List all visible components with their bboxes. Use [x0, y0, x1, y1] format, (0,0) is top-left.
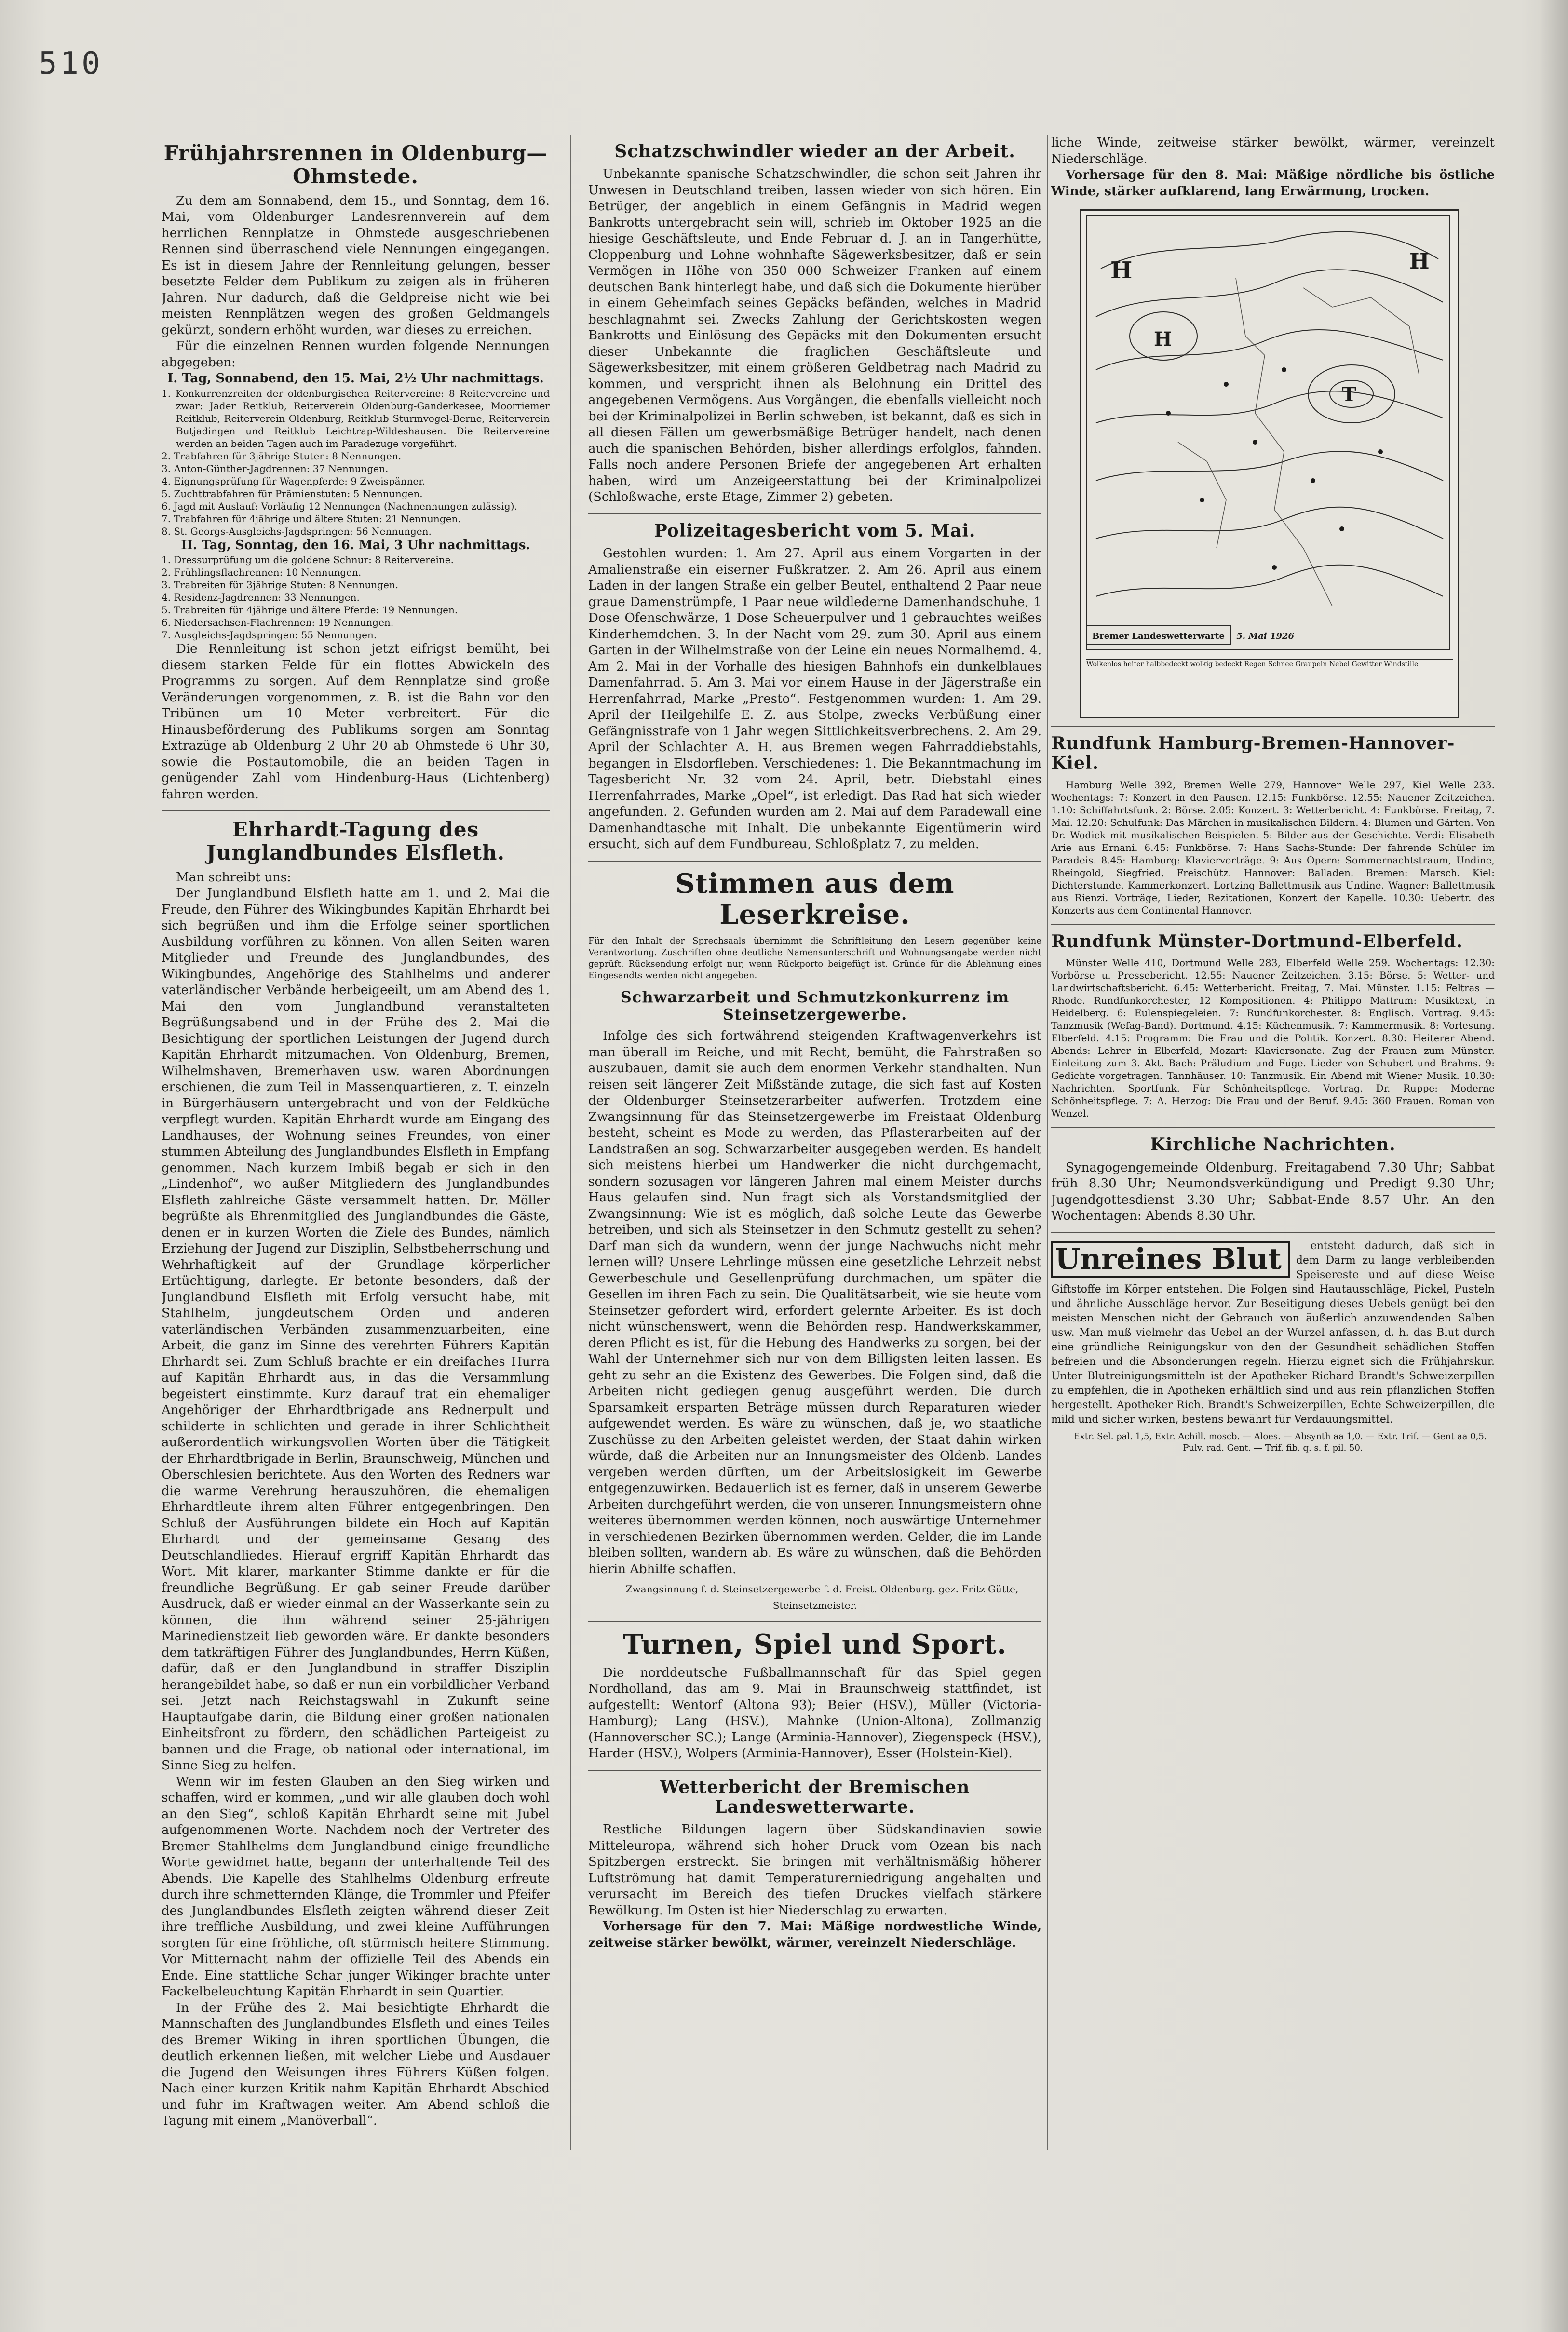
column-2 — [588, 135, 1041, 2150]
article-paragraph: Der Junglandbund Elsfleth hatte am 1. und 2. Mai die Freude, den Führer des Wikingbundes Kapitän Ehrhardt bei sich begrüßen und ihm die Erfolge seiner sportlichen Ausbildung vorführen zu können. Von allen Seiten waren Mitglieder und Freunde des Junglandbundes, des Wikingbundes, Angehörige des Stahlhelms und anderer vaterländischer Verbände herbeigeeilt, um am Abend des 1. Mai den vom Junglandbund veranstalteten Begrüßungsabend und in der Frühe des 2. Mai die Besichtigung der sportlichen Leistungen der Jugend durch Kapitän Ehrhardt mitzumachen. Von Oldenburg, Bremen, Wilhelmshaven, Bremerhaven usw. waren Abordnungen erschienen, die zum Teil in Massenquartieren, z. T. einzeln in Bürgerhäusern untergebracht und von der Feldküche verpflegt wurden. Kapitän Ehrhardt wurde am Eingang des Landhauses, der Wohnung seines Freundes, von einer stummen Abteilung des Junglandbundes Elsfleth in Empfang genommen. Nach kurzem Imbiß begab er sich in den „Lindenhof“, wo außer Mitgliedern des Junglandbundes Elsfleth zahlreiche Gäste versammelt hatten. Dr. Möller begrüßte als Ehrenmitglied des Junglandbundes die Gäste, denen er in kurzen Worten die Ziele des Bundes, nämlich Erziehung der Jugend zur Disziplin, Selbstbeherrschung und Wehrhaftigkeit auf der Grundlage körperlicher Ertüchtigung, darlegte. Er betonte besonders, daß der Junglandbund Elsfleth mit Erfolg versucht habe, mit Stahlhelm, jungdeutschem Orden und anderen vaterländischen Verbänden zusammenzuarbeiten, eine Arbeit, die ganz im Sinne des verehrten Führers Kapitän Ehrhardt sei. Zum Schluß brachte er ein dreifaches Hurra auf Kapitän Ehrhardt aus, in das die Versammlung begeistert einstimmte. Kurz darauf trat ein ehemaliger Angehöriger der Ehrhardtbrigade ans Rednerpult und schilderte in schlichten und gerade in ihrer Schlichtheit außerordentlich wirkungsvollen Worten über die Tätigkeit der Ehrhardtbrigade in Berlin, Braunschweig, München und Oberschlesien berichtete. Aus den Worten des Redners war die warme Verehrung herauszuhören, die ehemaligen Ehrhardtleute ihrem alten Führer entgegenbringen. Den Schluß der Ausführungen bildete ein Hoch auf Kapitän Ehrhardt und der gemeinsame Gesang des Deutschlandliedes. Hierauf ergriff Kapitän Ehrhardt das Wort. Mit klarer, markanter Stimme dankte er für die freundliche Begrüßung. Er gab seiner Freude darüber Ausdruck, daß er wieder einmal an der Wasserkante sein zu können, die ihm während seiner 25-jährigen Marinedienstzeit lieb geworden wäre. Er dankte besonders dem tatkräftigen Führer des Junglandbundes, Herrn Küßen, dafür, daß er den Junglandbund in straffer Disziplin herangebildet habe, so daß er nun ein vorbildlicher Verband sei. Jetzt nach Reichstagswahl in Zukunft seine Hauptaufgabe darin, die Bildung einer großen nationalen Einheitsfront zu fördern, den schädlichen Parteigeist zu bannen und die Frage, ob national oder international, im Sinne Sieg zu helfen. — [162, 886, 550, 1773]
page-edge-shadow — [1539, 0, 1568, 2332]
article-paragraph: Infolge des sich fortwährend steigenden Kraftwagenverkehrs ist man überall im Reiche, und mit Recht, bemüht, die Fahrstraßen so auszubauen, damit sie auch dem enormen Verkehr standhalten. Nun reisen seit längerer Zeit Mißstände zutage, die sich fast auf Kosten der Oldenburger Steinsetzerarbeiter aufwerfen. Trotzdem eine Zwangsinnung für das Steinsetzergewerbe im Freistaat Oldenburg besteht, scheint es Mode zu werden, das Pflasterarbeiten auf der Landstraßen an sog. Schwarzarbeiter ausgegeben werden. Es handelt sich meistens hierbei um Handwerker die nicht durchgemacht, sondern sozusagen vor längeren Jahren mal einem Meister durchs Haus gelaufen sind. Nun fragt sich als Vorstandsmitglied der Zwangsinnung: Wie ist es möglich, daß solche Leute das Gewerbe betreiben, und sich als Steinsetzer in den Schmutz gestellt zu sehen? Darf man sich da wundern, wenn der junge Nachwuchs nicht mehr lernen will? Unsere Lehrlinge müssen eine gesetzliche Lehrzeit nebst Gewerbeschule und Gesellenprüfung durchmachen, um später die Gesellen im ihren Fach zu sein. Die Qualitätsarbeit, wie sie heute vom Steinsetzer gefordert wird, erfordert gelernte Arbeiter. Es ist doch nicht wünschenswert, wenn die Behörden resp. Handwerkskammer, deren Pflicht es ist, für die Hebung des Handwerks zu sorgen, bei der Wahl der Unternehmer sich nur von dem Billigsten leiten lassen. Es geht zu sehr an die Existenz des Gewerbes. Die Folgen sind, daß die Arbeiten nicht gediegen genug ausgeführt werden. Die durch Sparsamkeit ersparten Beträge müssen durch Reparaturen wieder aufgewendet werden. Es wäre zu wünschen, daß je, wo staatliche Zuschüsse zu den Arbeiten geleistet werden, der Staat dahin wirken würde, daß die Arbeiten nur an Innungsmeister des Oldenb. Landes vergeben werden dürften, um der Arbeitslosigkeit im Gewerbe entgegenzuwirken. Bedauerlich ist es ferner, daß in unserem Gewerbe Arbeiten durchgeführt werden, die von unseren Innungsmeistern ohne weiteres übernommen werden können, noch auswärtige Unternehmer in verschiedenen Bezirken übernommen werden. Gelder, die im Lande bleiben sollten, wandern ab. Es wäre zu wünschen, daß die Behörden hierin Abhilfe schaffen. — [588, 1029, 1041, 1577]
map-date: 5. Mai 1926 — [1236, 631, 1295, 641]
church-notice: Synagogengemeinde Oldenburg. Freitagabend 7.30 Uhr; Sabbat früh 8.30 Uhr; Neumondsverkündigung und Predigt 9.30 Uhr; Jugendgottesdienst 3.30 Uhr; Sabbat-Ende 8.57 Uhr. An den Wochentagen: Abends 8.30 Uhr. — [1051, 1160, 1495, 1224]
article-paragraph: Unbekannte spanische Schatzschwindler, die schon seit Jahren ihr Unwesen in Deutschland treiben, lassen wieder von sich hören. Ein Betrüger, der angeblich in einem Gefängnis in Madrid wegen Bankrotts untergebracht sein will, schrieb im Oktober 1925 an die hiesige Geschäftsleute, und Ende Februar d. J. an in Tangerhütte, Cloppenburg und Lohne wohnhafte Sägewerksbesitzer, daß er sein Vermögen in Höhe von 350 000 Schweizer Franken auf einem deutschen Bank hinterlegt habe, und daß sich die Dokumente hierüber in einem Geheimfach seines Gepäcks befänden, welches in Madrid beschlagnahmt sei. Zwecks Zahlung der Gerichtskosten wegen Bankrotts und Einlösung des Gepäcks mit den Dokumenten ersucht dieser Unbekannte die fraglichen Geschäftsleute und Sägewerksbesitzer, mit einem größeren Geldbetrag nach Madrid zu kommen, und verspricht ihnen als Belohnung ein Drittel des angegebenen Vermögens. Aus Vorgängen, die ebenfalls vielleicht noch bei der Kriminalpolizei in Berlin schweben, ist bekannt, daß es sich in all diesen Fällen um gewerbsmäßige Betrüger handelt, nach denen auch die spanischen Behörden, bisher allerdings erfolglos, fahnden. Falls noch andere Personen Briefe der angegebenen Art erhalten haben, wird um Anzeigeerstattung bei der Kriminalpolizei (Schloßwache, erste Etage, Zimmer 2) gebeten. — [588, 167, 1041, 505]
column-1 — [162, 135, 550, 2150]
day-heading: I. Tag, Sonnabend, den 15. Mai, 2½ Uhr nachmittags. — [167, 371, 544, 386]
column-rule — [1047, 135, 1048, 2150]
ad-ingredients: Extr. Sel. pal. 1,5, Extr. Achill. moscb. — Aloes. — Absynth aa 1,0. — Extr. Trif. — Gent aa 0,5. Pulv. rad. Gent. — Trif. fib. q. s. f. pil. 50. — [1073, 1431, 1487, 1453]
article-paragraph: Gestohlen wurden: 1. Am 27. April aus einem Vorgarten in der Amalienstraße ein eiserner Fußkratzer. 2. Am 26. April aus einem Laden in der langen Straße ein gelber Beutel, enthaltend 2 Paar neue graue Damenstrümpfe, 1 Paar neue wildlederne Damenhandschuhe, 1 Dose Ofenschwärze, 1 Dose Scheuerpulver und 1 gebrauchtes weißes Kinderhemdchen. 3. In der Nacht vom 29. zum 30. April aus einem Garten in der Wilhelmstraße von der Leine ein neues Normalhemd. 4. Am 2. Mai in der Vorhalle des hiesigen Bahnhofs ein dunkelblaues Damenfahrrad. 5. Am 3. Mai vor einem Hause in der Jägerstraße ein Herrenfahrrad, Marke „Presto“. Festgenommen wurden: 1. Am 29. April der Heilgehilfe E. Z. aus Stolpe, zwecks Verbüßung einer Gefängnisstrafe von 1 Jahr wegen Sittlichkeitsverbrechens. 2. Am 29. April der Schlachter A. H. aus Bremen wegen Fahrraddiebstahls, begangen in Elsdorfleben. Verschiedenes: 1. Die Bekanntmachung im Tagesbericht Nr. 32 vom 24. April, betr. Diebstahl eines Herrenfahrrades, Marke „Opel“, ist erledigt. Das Rad hat sich wieder angefunden. 2. Gefunden wurden am 2. Mai auf dem Paradewall eine Damenhandtasche mit Inhalt. Die unbekannte Eigentümerin wird ersucht, sich auf dem Fundbureau, Schloßplatz 7, zu melden. — [588, 546, 1041, 852]
article-separator — [1051, 726, 1495, 727]
headline-kirchliche-nachrichten: Kirchliche Nachrichten. — [1150, 1134, 1396, 1155]
race-item: 7. Ausgleichs-Jagdspringen: 55 Nennungen. — [162, 629, 377, 641]
day-heading: II. Tag, Sonntag, den 16. Mai, 3 Uhr nachmittags. — [181, 538, 530, 553]
weather-continuation: liche Winde, zeitweise stärker bewölkt, wärmer, vereinzelt Niederschläge. — [1051, 135, 1495, 166]
article-separator — [588, 861, 1041, 862]
weather-map — [1080, 209, 1459, 718]
article-paragraph: Wenn wir im festen Glauben an den Sieg wirken und schaffen, wird er kommen, „und wir alle glauben doch wohl an den Sieg“, schloß Kapitän Ehrhardt seine mit Jubel aufgenommenen Worte. Nachdem noch der Vertreter des Bremer Stahlhelms dem Junglandbund einige freundliche Worte gewidmet hatte, begann der unterhaltende Teil des Abends. Die Kapelle des Stahlhelms Oldenburg erfreute durch ihre schmetternden Klänge, die Trommler und Pfeifer des Junglandbundes Elsfleth zeigten während dieser Zeit ihre treffliche Ausbildung, und zwei kleine Aufführungen sorgten für eine fröhliche, oft stürmisch heitere Stimmung. Vor Mitternacht nahm der offizielle Teil des Abends ein Ende. Eine stattliche Schar junger Wikinger brachte unter Fackelbeleuchtung Kapitän Ehrhardt in sein Quartier. — [162, 1774, 550, 1999]
race-item: 3. Trabreiten für 3jährige Stuten: 8 Nennungen. — [162, 579, 399, 591]
race-item: 4. Eignungsprüfung für Wagenpferde: 9 Zweispänner. — [162, 475, 425, 487]
race-item: 6. Niedersachsen-Flachrennen: 19 Nennungen. — [162, 617, 394, 629]
subheadline-schwarzarbeit: Schwarzarbeit und Schmutzkonkurrenz im Steinsetzergewerbe. — [620, 987, 1010, 1024]
race-item: 2. Trabfahren für 3jährige Stuten: 8 Nennungen. — [162, 450, 402, 462]
forecast: Vorhersage für den 7. Mai: Mäßige nordwestliche Winde, zeitweise stärker bewölkt, wärmer, vereinzelt Niederschläge. — [588, 1919, 1041, 1950]
map-legend — [1086, 659, 1453, 713]
race-item: 3. Anton-Günther-Jagdrennen: 37 Nennungen. — [162, 462, 389, 474]
article-paragraph: In der Frühe des 2. Mai besichtigte Ehrhardt die Mannschaften des Junglandbundes Elsfleth und eines Teiles des Bremer Wiking in ihren sportlichen Übungen, die deutlich erkennen ließen, mit welcher Liebe und Ausdauer die Jugend den Weisungen ihres Führers Küßen folgen. Nach einer kurzen Kritik nahm Kapitän Ehrhardt Abschied und fuhr im Kraftwagen weiter. Am Abend schloß die Tagung mit einem „Manöverball“. — [162, 2000, 550, 2129]
race-item: 1. Dressurprüfung um die goldene Schnur: 8 Reitervereine. — [162, 554, 454, 566]
svg-text:T: T — [1342, 383, 1356, 406]
race-item: 2. Frühlingsflachrennen: 10 Nennungen. — [162, 566, 362, 579]
article-paragraph: Die norddeutsche Fußballmannschaft für das Spiel gegen Nordholland, das am 9. Mai in Braunschweig stattfindet, ist aufgestellt: Wentorf (Altona 93); Beier (HSV.), Müller (Victoria-Hamburg); Lang (HSV.), Mahnke (Union-Altona), Zollmanzig (Hannoverscher SC.); Lange (Arminia-Hannover), Ziegenspeck (HSV.), Harder (HSV.), Wolpers (Arminia-Hannover), Esser (Holstein-Kiel). — [588, 1665, 1041, 1761]
headline-rundfunk-hamburg: Rundfunk Hamburg-Bremen-Hannover-Kiel. — [1051, 733, 1455, 774]
isobar-map-icon — [1081, 211, 1455, 654]
ad-text: entsteht dadurch, daß sich in dem Darm zu lange verbleibenden Speisereste und auf diese Weise Giftstoffe im Körper entstehen. Die Folgen sind Hautausschläge, Pickel, Pusteln und ähnliche Ausschläge hervor. Zur Beseitigung dieses Uebels genügt bei den meisten Menschen nicht der Gebrauch von äußerlich anzuwendenden Salben usw. Man muß vielmehr das Uebel an der Wurzel anfassen, d. h. das Blut durch eine gründliche Reinigungskur von den der Gesundheit schädlichen Stoffen befreien und die Absonderungen regeln. Hierzu eignet sich die Frühjahrskur. Unter Blutreinigungsmitteln ist der Apotheker Richard Brandt's Schweizerpillen zu empfehlen, die in Apotheken erhältlich sind und aus rein pflanzlichen Stoffen hergestellt. Apotheker Rich. Brandt's Schweizerpillen, Echte Schweizerpillen, die mild und sicher wirken, bestens bewährt für Verdauungsmittel. — [1051, 1240, 1495, 1426]
headline-polizeitagesbericht: Polizeitagesbericht vom 5. Mai. — [654, 520, 976, 541]
article-separator — [162, 810, 550, 811]
headline-ehrhardt-tagung: Ehrhardt-Tagung des Junglandbundes Elsfleth. — [206, 818, 505, 865]
radio-programme: Hamburg Welle 392, Bremen Welle 279, Hannover Welle 297, Kiel Welle 233. Wochentags: 7: Konzert in den Pausen. 12.15: Funkbörse. 12.55: Nauener Zeitzeichen. 1.10: Schiffahrtsfunk. 2: Börse. 2.05: Konzert. 3: Wetterbericht. 4: Funkbörse. Freitag, 7. Mai. 12.20: Schulfunk: Das Märchen in musikalischen Bildern. 4: Blumen und Gärten. Von Dr. Wodick mit musikalischen Beispielen. 5: Bilder aus der Geschichte. Verdi: Elisabeth Arie aus Ernani. 6.45: Funkbörse. 7: Hans Sachs-Stunde: Der fahrende Schüler im Paradeis. 8.45: Hamburg: Klaviervorträge. 9: Aus Opern: Sommernachtstraum, Undine, Rheingold, Siegfried, Freischütz. Hannover: Balladen. Bremen: Marsch. Kiel: Dichterstunde. Kammerkonzert. Lortzing Ballettmusik aus Undine. Wagner: Ballettmusik aus Rienzi. Vorträge, Lieder, Rezitationen, Konzert der Kapelle. 10.30: Uebertr. des Konzerts aus dem Continental Hannover. — [1051, 779, 1495, 916]
ad-title: Unreines Blut — [1051, 1241, 1290, 1278]
editorial-note: Für den Inhalt der Sprechsaals übernimmt die Schriftleitung den Lesern gegenüber keine Verantwortung. Zuschriften ohne deutliche Namensunterschrift und Wohnungsangabe werden nicht geprüft. Rücksendung erfolgt nur, wenn Rückporto beigefügt ist. Gründe für die Ablehnung eines Eingesandts werden nicht angegeben. — [588, 935, 1041, 981]
article-paragraph: Für die einzelnen Rennen wurden folgende Nennungen abgegeben: — [162, 339, 550, 370]
headline-wetterbericht: Wetterbericht der Bremischen Landeswetterwarte. — [660, 1777, 970, 1817]
article-separator — [588, 513, 1041, 514]
column-3 — [1051, 135, 1495, 2150]
headline-schatzschwindler: Schatzschwindler wieder an der Arbeit. — [614, 141, 1015, 162]
race-item: 7. Trabfahren für 4jährige und ältere Stuten: 21 Nennungen. — [162, 512, 461, 525]
map-label: Bremer Landeswetterwarte — [1092, 631, 1225, 641]
advertisement-unreines-blut — [1051, 1239, 1495, 1454]
headline-stimmen-leserkreise: Stimmen aus dem Leserkreise. — [675, 867, 955, 931]
race-item: 6. Jagd mit Auslauf: Vorläufig 12 Nennungen (Nachnennungen zulässig). — [162, 500, 517, 512]
article-paragraph: Restliche Bildungen lagern über Südskandinavien sowie Mitteleuropa, während sich hoher Druck vom Ozean bis nach Spitzbergen erstreckt. Sie bringen mit verhältnismäßig höherer Luftströmung hat damit Temperaturerniedrigung angehalten und verursacht im Bereich des tiefen Druckes vielfach stärkere Bewölkung. Im Osten ist hier Niederschlag zu erwarten. — [588, 1822, 1041, 1918]
svg-text:H: H — [1154, 328, 1172, 350]
headline-fruehjahrsrennen: Frühjahrsrennen in Oldenburg—Ohmstede. — [163, 141, 548, 189]
page-number: 510 — [39, 46, 103, 81]
radio-programme: Münster Welle 410, Dortmund Welle 283, Elberfeld Welle 259. Wochentags: 12.30: Vorbörse u. Pressebericht. 12.55: Nauener Zeitzeichen. 3.15: Börse. 5: Wetter- und Landwirtschaftsbericht. 6.45: Wetterbericht. Freitag, 7. Mai. Münster. 1.15: Feltras — Rhode. Rundfunkorchester, 12 Kompositionen. 4: Philippo Mattrum: Musiktext, in Heidelberg. 6: Eulenspiegeleien. 7: Rundfunkorchester. 8: Englisch. Vortrag. 9.45: Tanzmusik (Wefag-Band). Dortmund. 4.15: Küchenmusik. 7: Kammermusik. 8: Vorlesung. Elberfeld. 4.15: Programm: Die Frau und die Politik. Konzert. 8.30: Heiterer Abend. Abends: Lehrer in Elberfeld, Mozart: Klaviersonate. Zug der Frauen zum Münster. Einleitung zum 3. Akt. Bach: Präludium und Fuge. Lieder von Schubert und Brahms. 9: Gedichte vorgetragen. Tannhäuser. 10: Tanzmusik. Ein Abend mit Wiener Musik. 10.30: Nachrichten. Sportfunk. Für Schönheitspflege. Vortrag. Dr. Ruppe: Moderne Schönheitspflege. 7: A. Herzog: Die Frau und der Beruf. 9.45: 360 Frauen. Roman von Wenzel. — [1051, 957, 1495, 1119]
race-item: 1. Konkurrenzreiten der oldenburgischen Reitervereine: 8 Reitervereine und zwar: Jader Reitklub, Reiterverein Oldenburg-Ganderkesee, Moorriemer Reitklub, Reiterverein Oldenburg, Reitklub Sturmvogel-Berne, Reiterverein Butjadingen und Reitklub Leichtrap-Wildeshausen. Die Reitervereine werden an beiden Tagen auch im Paradezuge vorgeführt. — [162, 387, 550, 449]
article-separator — [588, 1770, 1041, 1771]
byline: Man schreibt uns: — [176, 870, 291, 885]
article-paragraph: Zu dem am Sonnabend, dem 15., und Sonntag, dem 16. Mai, vom Oldenburger Landesrennverein auf dem herrlichen Rennplatze in Ohmstede ausgeschriebenen Rennen sind überraschend viele Nennungen eingegangen. Es ist in diesem Jahre der Rennleitung gelungen, besser besetzte Felder dem Publikum zu zeigen als in früheren Jahren. Nur dadurch, daß die Geldpreise nicht wie bei meisten Rennplätzen wegen des großen Geldmangels gekürzt, sondern erhöht wurden, war dieses zu erreichen. — [162, 193, 550, 337]
signature: Zwangsinnung f. d. Steinsetzergewerbe f. d. Freist. Oldenburg. gez. Fritz Gütte, Steinsetzmeister. — [625, 1583, 1019, 1611]
race-item: 5. Trabreiten für 4jährige und ältere Pferde: 19 Nennungen. — [162, 604, 458, 616]
article-separator — [1051, 1127, 1495, 1128]
race-list-day1 — [162, 387, 550, 538]
article-separator — [1051, 924, 1495, 925]
race-item: 4. Residenz-Jagdrennen: 33 Nennungen. — [162, 592, 360, 604]
article-separator — [588, 1621, 1041, 1622]
svg-text:H: H — [1409, 249, 1430, 274]
forecast-8-may: Vorhersage für den 8. Mai: Mäßige nördliche bis östliche Winde, stärker aufklarend, lang Erwärmung, trocken. — [1051, 168, 1495, 199]
headline-rundfunk-muenster: Rundfunk Münster-Dortmund-Elberfeld. — [1051, 931, 1463, 952]
race-item: 8. St. Georgs-Ausgleichs-Jagdspringen: 56 Nennungen. — [162, 525, 432, 537]
map-legend-text: Wolkenlos heiter halbbedeckt wolkig bedeckt Regen Schnee Graupeln Nebel Gewitter Windstille — [1086, 661, 1419, 668]
article-paragraph: Die Rennleitung ist schon jetzt eifrigst bemüht, bei diesem starken Felde für ein flottes Abwickeln des Programms zu sorgen. Auf dem Rennplatze sind große Veränderungen vorgenommen, z. B. ist die Bahn vor den Tribünen um 10 Meter verbreitert. Für die Hinausbeförderung des Publikums sorgen am Sonntag Extrazüge ab Oldenburg 2 Uhr 20 ab Ohmstede 6 Uhr 30, sowie die Postautomobile, die an beiden Tagen in genügender Zahl vom Hindenburg-Haus (Lichtenberg) fahren werden. — [162, 642, 550, 802]
article-separator — [1051, 1232, 1495, 1233]
headline-turnen-spiel-sport: Turnen, Spiel und Sport. — [623, 1629, 1007, 1661]
race-item: 5. Zuchttrabfahren für Prämienstuten: 5 Nennungen. — [162, 487, 423, 499]
svg-text:H: H — [1110, 257, 1133, 284]
column-rule — [570, 135, 571, 2150]
race-list-day2 — [162, 553, 550, 641]
